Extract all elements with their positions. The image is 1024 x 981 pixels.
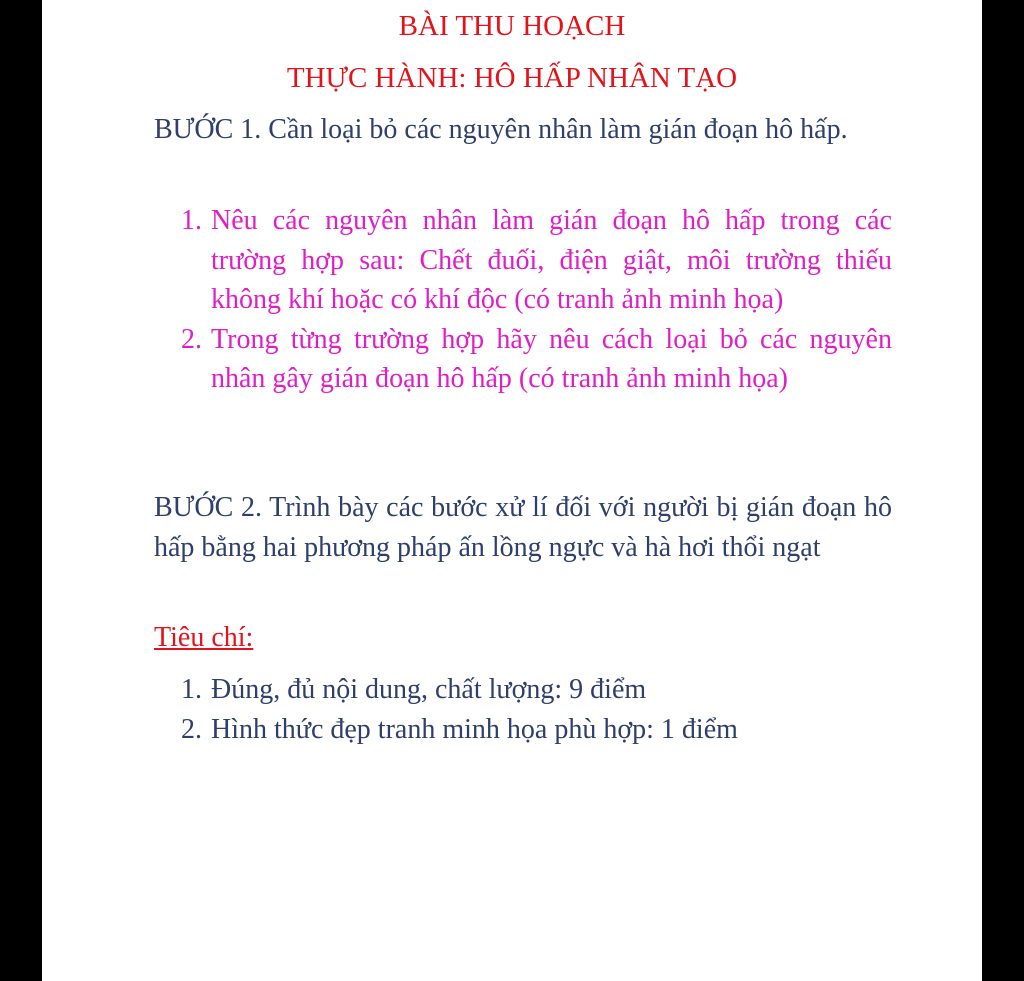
list-item-text: Trong từng trường hợp hãy nêu cách loại bỏ các nguyên nhân gây gián đoạn hô hấp (có tranh ảnh minh họa) [211,323,892,394]
list-item-text: Đúng, đủ nội dung, chất lượng: 9 điểm [211,674,647,705]
list-item [154,710,892,750]
list-item-number: 2. [181,323,202,355]
step-2-paragraph: BƯỚC 2. Trình bày các bước xử lí đối với người bị gián đoạn hô hấp bằng hai phương pháp ấn lồng ngực và hà hơi thổi ngạt [154,492,892,563]
step-1-paragraph: BƯỚC 1. Cần loại bỏ các nguyên nhân làm gián đoạn hô hấp. [154,114,848,145]
list-item [154,320,892,399]
list-item-number: 1. [181,205,202,236]
list-item-number: 1. [181,674,202,705]
step-1-list [154,201,892,399]
document-subtitle: THỰC HÀNH: HÔ HẤP NHÂN TẠO [286,62,738,94]
criteria-list [154,670,892,749]
list-item-text: Hình thức đẹp tranh minh họa phù hợp: 1 điểm [211,713,738,745]
list-item-number: 2. [181,713,202,745]
criteria-heading [154,618,892,658]
criteria-heading-text: Tiêu chí: [154,622,254,653]
list-item-text: Nêu các nguyên nhân làm gián đoạn hô hấp trong các trường hợp sau: Chết đuối, điện giật, môi trường thiếu không khí hoặc có khí độc (có tranh ảnh minh họa) [211,205,892,315]
document-title: BÀI THU HOẠCH [398,10,626,42]
list-item [154,201,892,320]
document-page [42,0,982,981]
list-item [154,670,892,710]
